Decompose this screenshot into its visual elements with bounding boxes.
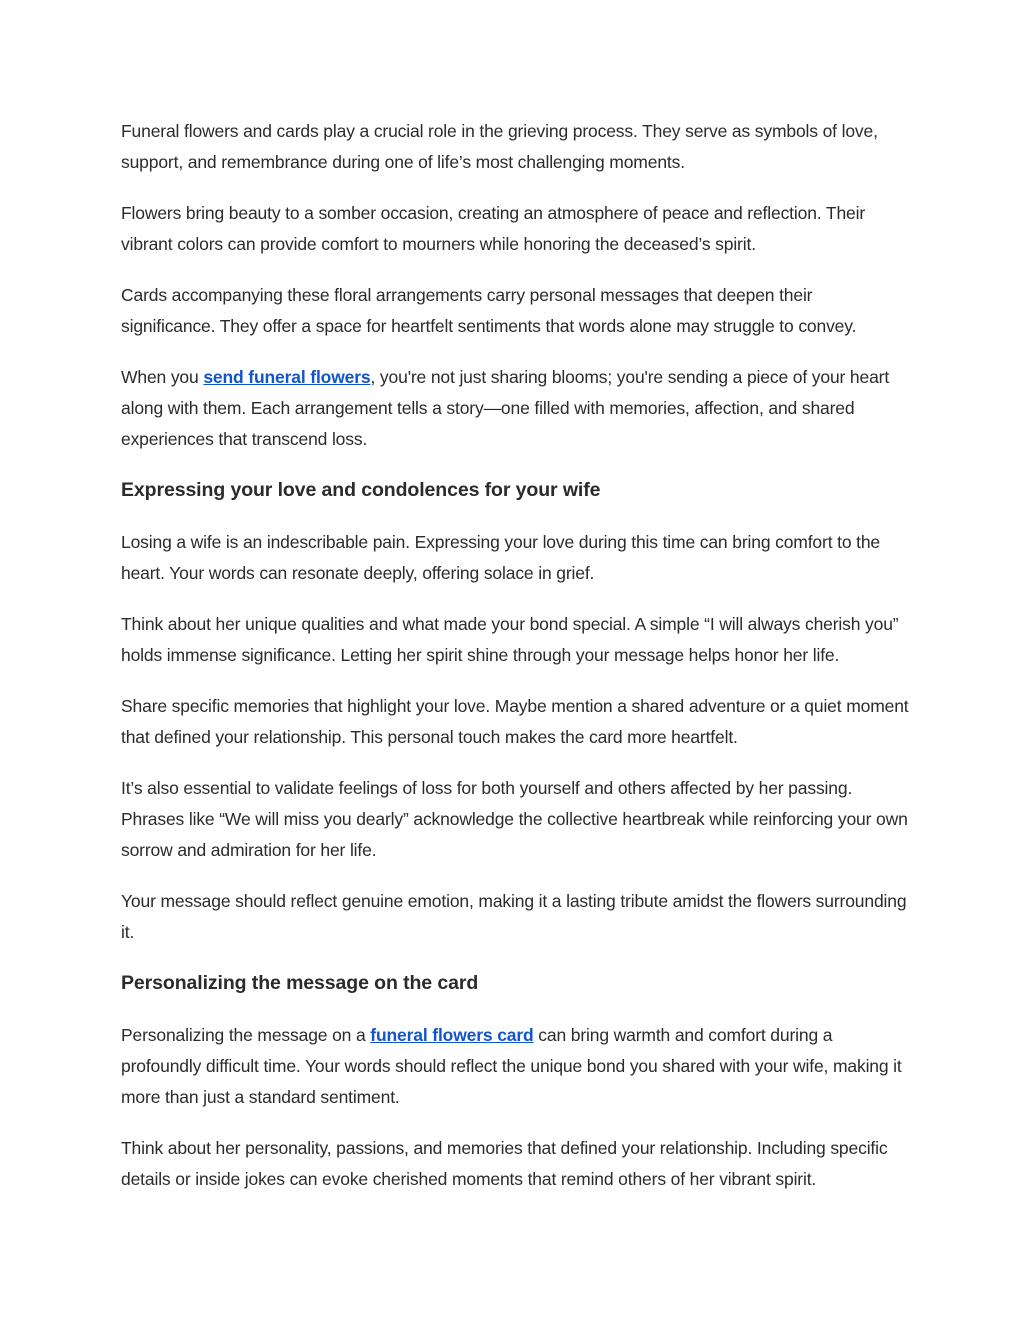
send-paragraph-after: , you're not just sharing blooms; you're sending a piece of your heart along with them. Each arrangement tells a story—one filled with memories, affection, and shared experiences that transcend loss. bbox=[121, 367, 890, 449]
send-paragraph-before: When you bbox=[121, 367, 204, 387]
section2-paragraph-1: Think about her personality, passions, and memories that defined your relationship. Including specific details or inside jokes can evoke cherished moments that remind others of her vibrant spirit. bbox=[121, 1138, 888, 1189]
intro-paragraph-1: Funeral flowers and cards play a crucial role in the grieving process. They serve as symbols of love, support, and remembrance during one of life’s most challenging moments. bbox=[121, 121, 878, 172]
send-flowers-paragraph bbox=[121, 362, 911, 455]
send-funeral-flowers-link[interactable]: send funeral flowers bbox=[203, 367, 371, 387]
card-paragraph-before: Personalizing the message on a bbox=[121, 1025, 371, 1045]
document-page bbox=[121, 116, 911, 1215]
section1-paragraph-4: It’s also essential to validate feelings of loss for both yourself and others affected by her passing. Phrases like “We will miss you dearly” acknowledge the collective heartbreak while reinforcing your own sorrow and admiration for her life. bbox=[121, 778, 908, 860]
intro-paragraph-3: Cards accompanying these floral arrangements carry personal messages that deepen their significance. They offer a space for heartfelt sentiments that words alone may struggle to convey. bbox=[121, 285, 857, 336]
card-paragraph-after: can bring warmth and comfort during a profoundly difficult time. Your words should reflect the unique bond you shared with your wife, making it more than just a standard sentiment. bbox=[121, 1025, 902, 1107]
section1-paragraph-1: Losing a wife is an indescribable pain. Expressing your love during this time can bring comfort to the heart. Your words can resonate deeply, offering solace in grief. bbox=[121, 532, 880, 583]
funeral-card-paragraph bbox=[121, 1020, 911, 1113]
section1-paragraph-2: Think about her unique qualities and what made your bond special. A simple “I will always cherish you” holds immense significance. Letting her spirit shine through your message helps honor her life. bbox=[121, 614, 899, 665]
section-heading-personalizing-message: Personalizing the message on the card bbox=[121, 972, 479, 994]
intro-paragraph-2: Flowers bring beauty to a somber occasion, creating an atmosphere of peace and reflection. Their vibrant colors can provide comfort to mourners while honoring the deceased’s spirit. bbox=[121, 203, 866, 254]
funeral-flowers-card-link[interactable]: funeral flowers card bbox=[370, 1025, 534, 1045]
section-heading-expressing-love: Expressing your love and condolences for your wife bbox=[121, 479, 601, 501]
section1-paragraph-5: Your message should reflect genuine emotion, making it a lasting tribute amidst the flowers surrounding it. bbox=[121, 891, 907, 942]
section1-paragraph-3: Share specific memories that highlight your love. Maybe mention a shared adventure or a quiet moment that defined your relationship. This personal touch makes the card more heartfelt. bbox=[121, 696, 909, 747]
